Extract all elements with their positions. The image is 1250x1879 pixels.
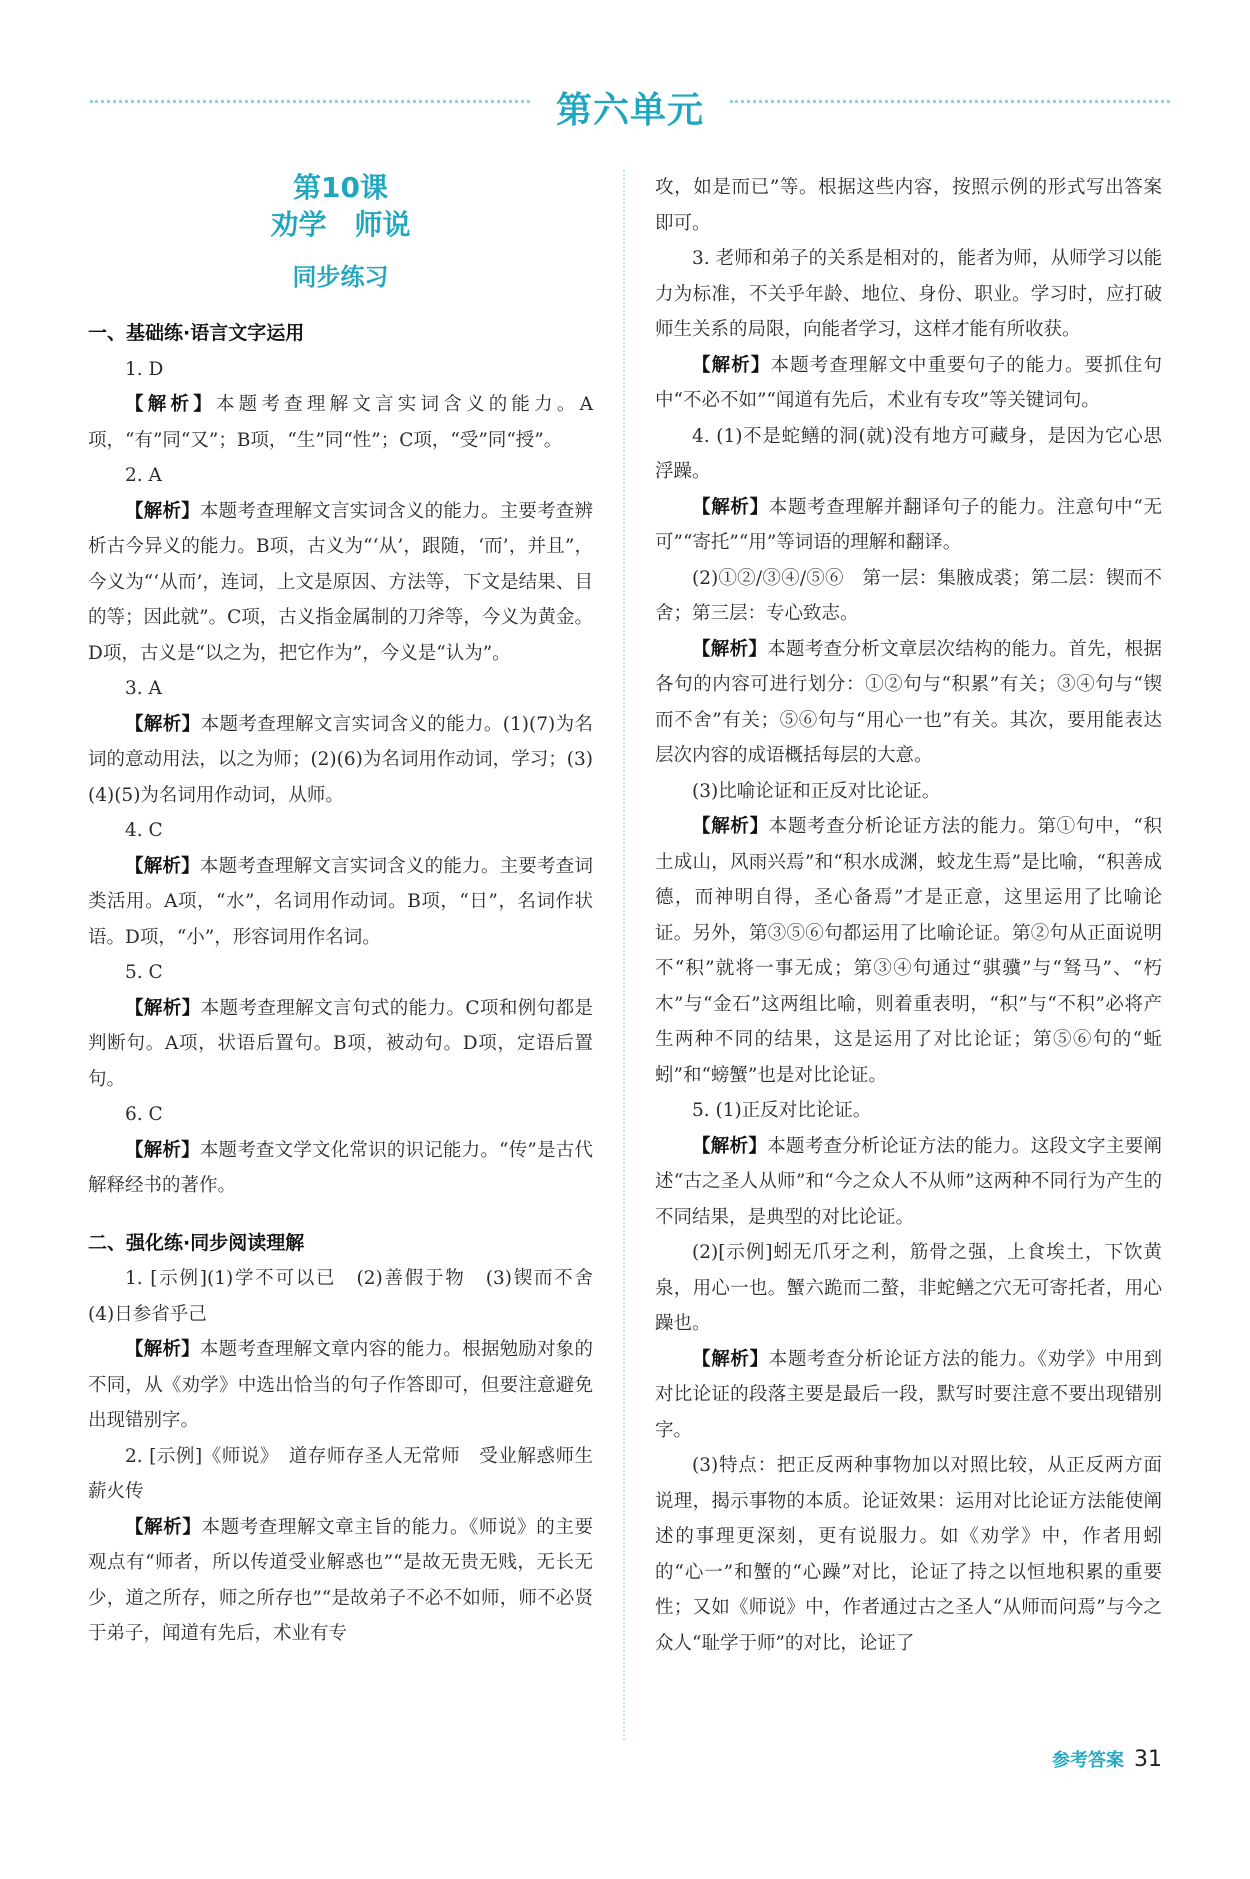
analysis-tag: 【解析】	[692, 354, 771, 376]
answer-line: 3. 老师和弟子的关系是相对的，能者为师，从师学习以能力为标准，不关乎年龄、地位、身份、职业。学习时，应打破师生关系的局限，向能者学习，这样才能有所收获。	[655, 248, 1162, 340]
analysis-paragraph	[88, 707, 593, 814]
analysis-tag: 【解析】	[125, 1516, 202, 1538]
part1-heading: 一、基础练·语言文字运用	[88, 322, 305, 344]
analysis-tag: 【解析】	[125, 500, 200, 522]
analysis-paragraph	[655, 348, 1162, 419]
analysis-text: 本题考查理解并翻译句子的能力。注意句中“无可”“寄托”“用”等词语的理解和翻译。	[655, 496, 1162, 553]
analysis-paragraph	[88, 991, 593, 1098]
page-footer	[1052, 1746, 1162, 1786]
answer-line: 5. C	[125, 962, 163, 983]
footer-label: 参考答案	[1052, 1750, 1124, 1771]
right-column	[655, 170, 1162, 1661]
analysis-tag: 【解析】	[692, 496, 769, 518]
analysis-paragraph	[655, 632, 1162, 774]
answer-line: 1. [示例](1)学不可以已 (2)善假于物 (3)锲而不舍 (4)日参省乎己	[88, 1268, 612, 1325]
answer-line: (3)比喻论证和正反对比论证。	[692, 780, 941, 802]
analysis-tag: 【解析】	[125, 1339, 200, 1360]
analysis-paragraph	[88, 494, 593, 672]
analysis-paragraph	[88, 387, 593, 458]
left-column	[88, 170, 612, 1652]
analysis-paragraph	[655, 1129, 1162, 1236]
analysis-text: 本题考查理解文章主旨的能力。《师说》的主要观点有“师者，所以传道受业解惑也”“是故无贵无贱，无长无少，道之所存，师之所存也”“是故弟子不必不如师，师不必贤于弟子，闻道有先后，术业有专	[88, 1516, 593, 1644]
analysis-tag: 【解析】	[125, 997, 201, 1019]
unit-header	[90, 82, 1170, 138]
analysis-tag: 【解析】	[692, 816, 769, 837]
answer-line: 1. D	[125, 358, 164, 380]
analysis-paragraph	[655, 809, 1162, 1093]
part2-heading: 二、强化练·同步阅读理解	[88, 1231, 305, 1254]
analysis-paragraph	[655, 490, 1162, 561]
answer-line: 3. A	[125, 678, 162, 699]
analysis-text: 本题考查分析文章层次结构的能力。首先，根据各句的内容可进行划分：①②句与“积累”有关；③④句与“锲而不舍”有关；⑤⑥句与“用心一也”有关。其次，要用能表达层次内容的成语概括每层的大意。	[655, 638, 1162, 766]
answer-line: 2. [示例]《师说》 道存师存圣人无常师 受业解惑师生薪火传	[88, 1445, 593, 1502]
analysis-tag: 【解析】	[692, 638, 768, 660]
analysis-text: 本题考查分析论证方法的能力。《劝学》中用到对比论证的段落主要是最后一段，默写时要注意不要出现错别字。	[655, 1348, 1162, 1441]
analysis-text: 本题考查理解文言实词含义的能力。A项，“有”同“又”；B项，“生”同“性”；C项，“受”同“授”。	[88, 394, 593, 451]
answer-line: (3)特点：把正反两种事物加以对照比较，从正反两方面说理，揭示事物的本质。论证效果：运用对比论证方法能使阐述的事理更深刻，更有说服力。如《劝学》中，作者用蚓的“心一”和蟹的“心躁”对比，论证了持之以恒地积累的重要性；又如《师说》中，作者通过古之圣人“从师而问焉”与今之众人“耻学于师”的对比，论证了	[655, 1455, 1162, 1654]
analysis-paragraph	[88, 849, 593, 956]
analysis-text: 本题考查理解文言句式的能力。C项和例句都是判断句。A项，状语后置句。B项，被动句。D项，定语后置句。	[88, 997, 593, 1090]
analysis-paragraph	[88, 1332, 593, 1439]
analysis-text: 本题考查理解文言实词含义的能力。主要考查词类活用。A项，“水”，名词用作动词。B项，“日”，名词作状语。D项，“小”，形容词用作名词。	[88, 855, 593, 948]
answer-line: (2)[示例]蚓无爪牙之利，筋骨之强，上食埃土，下饮黄泉，用心一也。蟹六跪而二螯，非蛇鳝之穴无可寄托者，用心躁也。	[655, 1242, 1162, 1334]
analysis-text: 本题考查分析论证方法的能力。第①句中，“积土成山，风雨兴焉”和“积水成渊，蛟龙生焉”是比喻，“积善成德，而神明自得，圣心备焉”才是正意，这里运用了比喻论证。另外，第③⑤⑥句都运用了比喻论证。第②句从正面说明不“积”就将一事无成；第③④句通过“骐骥”与“驽马”、“朽木”与“金石”这两组比喻，则着重表明，“积”与“不积”必将产生两种不同的结果，这是运用了对比论证；第⑤⑥句的“蚯蚓”和“螃蟹”也是对比论证。	[655, 816, 1162, 1086]
answer-line: 6. C	[125, 1104, 163, 1125]
analysis-tag: 【解析】	[125, 713, 201, 735]
lesson-subtitle: 劝学 师说	[270, 208, 411, 241]
analysis-tag: 【解析】	[125, 394, 216, 415]
answer-line: 4. C	[125, 820, 163, 841]
analysis-paragraph	[88, 1133, 593, 1204]
analysis-text: 本题考查理解文言实词含义的能力。(1)(7)为名词的意动用法，以之为师；(2)(6)为名词用作动词，学习；(3)(4)(5)为名词用作动词，从师。	[88, 713, 593, 806]
answer-line: 2. A	[125, 465, 162, 486]
analysis-text: 本题考查理解文中重要句子的能力。要抓住句中“不必不如”“闻道有先后，术业有专攻”等关键词句。	[655, 354, 1162, 411]
analysis-text: 本题考查文学文化常识的识记能力。“传”是古代解释经书的著作。	[88, 1139, 593, 1196]
lesson-number: 第10课	[293, 171, 388, 204]
page-number: 31	[1134, 1747, 1162, 1772]
header-dotted-rule-left	[90, 100, 530, 103]
answer-line: (2)①②/③④/⑤⑥ 第一层：集腋成裘；第二层：锲而不舍；第三层：专心致志。	[655, 567, 1162, 624]
analysis-text: 本题考查理解文言实词含义的能力。主要考查辨析古今异义的能力。B项，古义为“‘从’，跟随，‘而’，并且”，今义为“‘从而’，连词，上文是原因、方法等，下文是结果、目的等；因此就”。C项，古义指金属制的刀斧等，今义为黄金。D项，古义是“以之为，把它作为”，今义是“认为”。	[88, 500, 593, 664]
analysis-tag: 【解析】	[125, 855, 200, 877]
answer-line: 4. (1)不是蛇鳝的洞(就)没有地方可藏身，是因为它心思浮躁。	[655, 425, 1162, 482]
analysis-text: 本题考查理解文章内容的能力。根据勉励对象的不同，从《劝学》中选出恰当的句子作答即可，但要注意避免出现错别字。	[88, 1339, 593, 1431]
analysis-paragraph	[88, 1510, 593, 1652]
analysis-text: 本题考查分析论证方法的能力。这段文字主要阐述“古之圣人从师”和“今之众人不从师”这两种不同行为产生的不同结果，是典型的对比论证。	[655, 1135, 1162, 1228]
continued-text: 攻，如是而已”等。根据这些内容，按照示例的形式写出答案即可。	[655, 177, 1162, 234]
unit-title: 第六单元	[555, 90, 704, 131]
answer-line: 5. (1)正反对比论证。	[692, 1100, 872, 1121]
column-divider	[623, 170, 625, 1740]
analysis-tag: 【解析】	[125, 1139, 200, 1161]
analysis-tag: 【解析】	[692, 1135, 768, 1157]
analysis-paragraph	[655, 1342, 1162, 1449]
analysis-tag: 【解析】	[692, 1348, 769, 1370]
header-dotted-rule-right	[730, 100, 1170, 103]
section-title: 同步练习	[292, 263, 389, 291]
